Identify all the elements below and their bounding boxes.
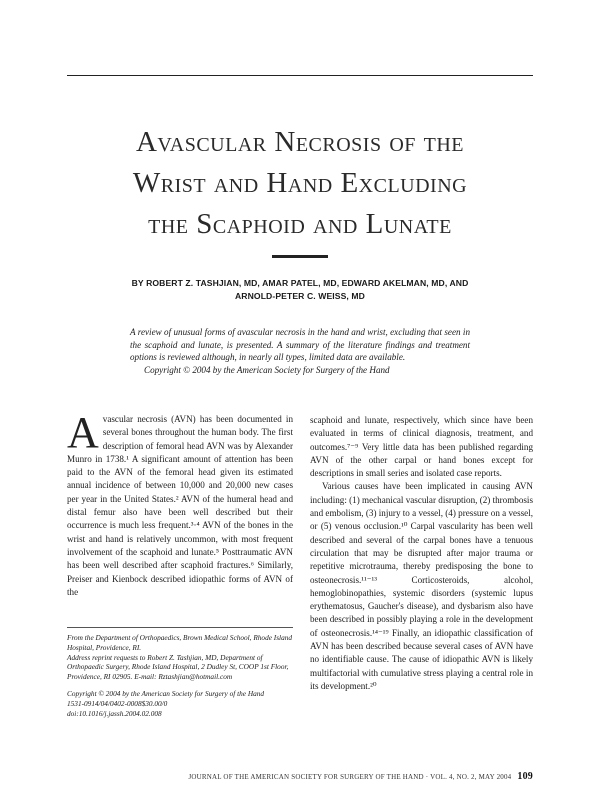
article-title: [60, 122, 540, 245]
author-list: [70, 277, 530, 303]
abstract: [130, 326, 470, 377]
footnote-doi: doi:10.1016/j.jassh.2004.02.008: [67, 708, 162, 718]
top-rule: [67, 75, 533, 76]
left-paragraph-text: vascular necrosis (AVN) has been documented in several bones throughout the human body. The first description of femoral head AVN was by Alexander Munro in 1738.¹ A significant amount of attention has been paid to the AVN of the femoral head given its estimated annual incidence of between 10,000 and 20,000 new cases per year in the United States.² AVN of the humeral head and distal femur also have been well described but their occurrence is much less frequent.³·⁴ AVN of the bones in the wrist and hand is relatively uncommon, with most frequent involvement of the scaphoid and lunate.⁵ Posttraumatic AVN has been well described after scaphoid fractures.⁶ Similarly, Preiser and Kienbock described idiopathic forms of AVN of the: [67, 414, 293, 597]
drop-cap: A: [67, 408, 99, 457]
left-column: [67, 408, 293, 599]
page-number: 109: [517, 771, 533, 782]
footnotes: [67, 633, 293, 718]
footnote-issn: 1531-0914/04/0402-0008$30.00/0: [67, 698, 168, 708]
abstract-copyright: Copyright © 2004 by the American Society for Surgery of the Hand: [144, 365, 390, 376]
authors-line-1: BY ROBERT Z. TASHJIAN, MD, AMAR PATEL, MD, EDWARD AKELMAN, MD, AND: [131, 278, 469, 288]
title-line-3: the Scaphoid and Lunate: [148, 208, 452, 240]
title-line-1: Avascular Necrosis of the: [135, 126, 465, 158]
right-column: [310, 414, 533, 693]
footnote-affiliation: From the Department of Orthopaedics, Brown Medical School, Rhode Island Hospital, Providence, RI.: [67, 633, 293, 652]
journal-citation: JOURNAL OF THE AMERICAN SOCIETY FOR SURGERY OF THE HAND · VOL. 4, NO. 2, MAY 2004: [188, 773, 512, 781]
running-footer: [188, 771, 533, 782]
footnote-rule: [67, 627, 293, 628]
title-rule: [272, 255, 328, 258]
authors-line-2: ARNOLD-PETER C. WEISS, MD: [235, 291, 365, 301]
right-paragraph-2: Various causes have been implicated in causing AVN including: (1) mechanical vascular disruption, (2) thrombosis and embolism, (3) injury to a vessel, (4) pressure on a vessel, or (5) venous occlusion.¹⁰ Carpal vascularity has been well described and several of the carpal bones have a tenuous circulation that may be disrupted after major trauma or repetitive microtrauma, thereby predisposing the bone to osteonecrosis.¹¹⁻¹³ Corticosteroids, alcohol, hemoglobinopathies, systemic disorders (systemic lupus erythematosus, Gaucher's disease), and dysbarism also have been described in possibly playing a role in the development of osteonecrosis.¹⁴⁻¹⁹ Finally, an idiopathic classification of AVN has been described because several cases of AVN have no identifiable cause. The cause of idiopathic AVN is likely multifactorial with cumulative stress playing a central role in its development.²⁰: [310, 481, 533, 691]
left-paragraph: [67, 408, 293, 599]
footnote-address: Address reprint requests to Robert Z. Tashjian, MD, Department of Orthopaedic Surgery, Rhode Island Hospital, 2 Dudley St, COOP 1st Floor, Providence, RI 02905. E-mail: Rztashjian@hotmail.com: [67, 652, 289, 682]
abstract-text: A review of unusual forms of avascular necrosis in the hand and wrist, excluding that seen in the scaphoid and lunate, is presented. A summary of the literature findings and treatment options is reviewed although, in nearly all types, limited data are available.: [130, 327, 470, 363]
right-paragraph-1: scaphoid and lunate, respectively, which since have been evaluated in terms of clinical diagnosis, treatment, and outcomes.⁷⁻⁹ Very little data has been published regarding AVN of the other carpal or hand bones except for descriptions in small series and isolated case reports.: [310, 415, 533, 479]
title-line-2: Wrist and Hand Excluding: [132, 167, 468, 199]
footnote-copyright: Copyright © 2004 by the American Society for Surgery of the Hand: [67, 688, 265, 698]
